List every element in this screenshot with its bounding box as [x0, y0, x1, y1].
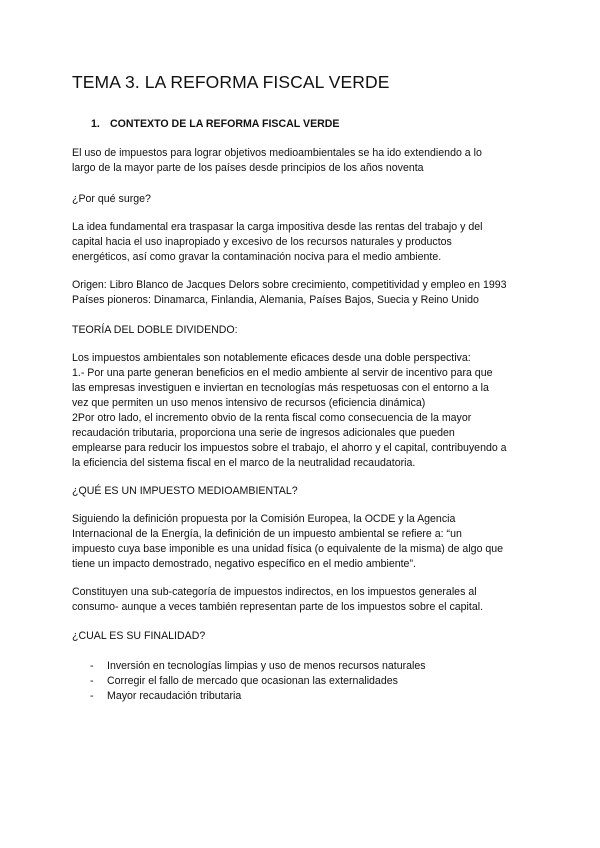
purpose-question — [72, 629, 542, 644]
text-line: energéticos, así como gravar la contaminación nociva para el medio ambiente. — [72, 251, 442, 263]
text-line: emplearse para reducir los impuestos sobre el trabajo, el ahorro y el capital, contribuyendo a — [72, 442, 507, 454]
list-item — [72, 659, 426, 674]
text-line: vez que permiten un uso menos intensivo de recursos (eficiencia dinámica) — [72, 397, 426, 409]
tax-question — [72, 484, 542, 499]
text-line: Constituyen una sub-categoría de impuestos indirectos, en los impuestos generales al — [72, 586, 477, 598]
section-title: CONTEXTO DE LA REFORMA FISCAL VERDE — [109, 118, 340, 130]
text-line: 2Por otro lado, el incremento obvio de la renta fiscal como consecuencia de la mayor — [72, 412, 472, 424]
list-item-text: Mayor recaudación tributaria — [107, 690, 242, 702]
text-line: recaudación tributaria, proporciona una serie de ingresos adicionales que pueden — [72, 427, 455, 439]
dividend-heading — [72, 323, 542, 338]
bullet-marker: - — [90, 675, 94, 687]
origin-paragraph — [72, 278, 542, 308]
text-line: ¿CUAL ES SU FINALIDAD? — [72, 630, 206, 642]
section-heading — [91, 118, 340, 130]
text-line: tiene un impacto demostrado, negativo específico en el medio ambiente”. — [72, 558, 416, 570]
bullet-marker: - — [90, 660, 94, 672]
dividend-paragraph — [72, 351, 542, 471]
page-title: TEMA 3. LA REFORMA FISCAL VERDE — [72, 72, 390, 92]
text-line: ¿Por qué surge? — [72, 193, 151, 205]
text-line: 1.- Por una parte generan beneficios en el medio ambiente al servir de incentivo para que — [72, 367, 493, 379]
text-line: La idea fundamental era traspasar la carga impositiva desde las rentas del trabajo y del — [72, 221, 483, 233]
text-line: Origen: Libro Blanco de Jacques Delors sobre crecimiento, competitividad y empleo en 1993 — [72, 279, 507, 291]
text-line: ¿QUÉ ES UN IMPUESTO MEDIOAMBIENTAL? — [72, 485, 298, 497]
text-line: largo de la mayor parte de los países desde principios de los años noventa — [72, 162, 424, 174]
text-line: la eficiencia del sistema fiscal en el marco de la neutralidad recaudatoria. — [72, 457, 416, 469]
text-line: Siguiendo la definición propuesta por la Comisión Europea, la OCDE y la Agencia — [72, 513, 456, 525]
definition-paragraph — [72, 512, 542, 572]
text-line: las empresas investiguen e inviertan en tecnologías más respetuosas con el entorno a la — [72, 382, 489, 394]
list-item-text: Corregir el fallo de mercado que ocasionan las externalidades — [107, 675, 398, 687]
text-line: consumo- aunque a veces también representan parte de los impuestos sobre el capital. — [72, 601, 484, 613]
idea-paragraph — [72, 220, 542, 265]
text-line: El uso de impuestos para lograr objetivos medioambientales se ha ido extendiendo a lo — [72, 147, 482, 159]
list-item — [72, 674, 426, 689]
list-item — [72, 689, 426, 704]
text-line: capital hacia el uso inapropiado y excesivo de los recursos naturales y productos — [72, 236, 452, 248]
bullet-marker: - — [90, 690, 94, 702]
list-item-text: Inversión en tecnologías limpias y uso de menos recursos naturales — [107, 660, 426, 672]
text-line: Internacional de la Energía, la definición de un impuesto ambiental se refiere a: “un — [72, 528, 462, 540]
section-number: 1. — [91, 118, 100, 130]
text-line: impuesto cuya base imponible es una unidad física (o equivalente de la misma) de algo que — [72, 543, 504, 555]
subcategory-paragraph — [72, 585, 542, 615]
purpose-list — [72, 659, 426, 704]
why-question — [72, 192, 542, 207]
intro-paragraph — [72, 146, 542, 176]
text-line: Los impuestos ambientales son notablemente eficaces desde una doble perspectiva: — [72, 352, 471, 364]
text-line: TEORÍA DEL DOBLE DIVIDENDO: — [72, 324, 238, 336]
text-line: Países pioneros: Dinamarca, Finlandia, Alemania, Países Bajos, Suecia y Reino Unido — [72, 294, 479, 306]
